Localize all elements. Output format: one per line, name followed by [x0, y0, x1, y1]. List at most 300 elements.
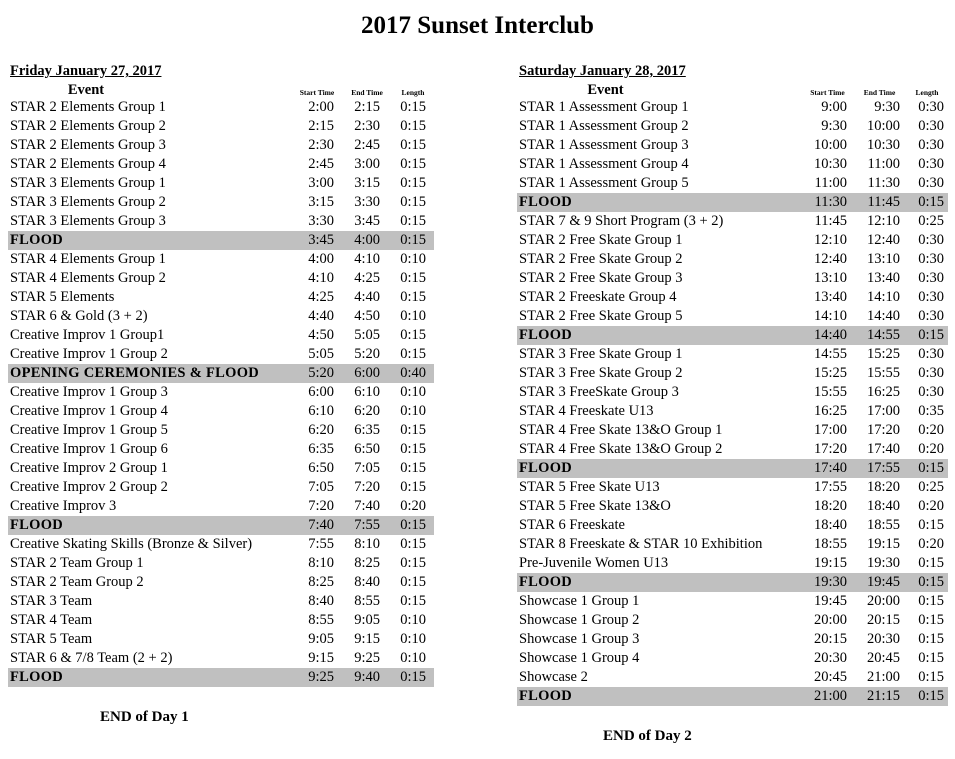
schedule-row [517, 288, 948, 307]
length-cell: 0:30 [918, 346, 944, 362]
schedule-row [8, 573, 434, 592]
start-time-cell: 9:30 [821, 118, 847, 134]
end-time-cell: 8:55 [354, 593, 380, 609]
length-cell: 0:40 [400, 365, 426, 381]
length-cell: 0:15 [400, 232, 426, 248]
event-cell: STAR 8 Freeskate & STAR 10 Exhibition [519, 536, 763, 552]
start-time-cell: 11:00 [814, 175, 847, 191]
event-cell: FLOOD [519, 574, 573, 590]
schedule-row [8, 174, 434, 193]
end-time-cell: 3:45 [354, 213, 380, 229]
end-time-cell: 21:00 [866, 669, 900, 685]
start-time-cell: 14:10 [813, 308, 847, 324]
end-time-column-header: End Time [863, 88, 896, 97]
schedule-row [517, 136, 948, 155]
length-cell: 0:15 [400, 118, 426, 134]
start-time-column-header: Start Time [299, 88, 335, 97]
schedule-row [517, 250, 948, 269]
start-time-cell: 17:55 [813, 479, 847, 495]
length-cell: 0:15 [400, 156, 426, 172]
event-cell: FLOOD [10, 517, 64, 533]
end-time-cell: 13:10 [866, 251, 900, 267]
schedule-row [8, 307, 434, 326]
event-cell: Showcase 1 Group 1 [519, 593, 640, 609]
event-cell: STAR 4 Free Skate 13&O Group 2 [519, 441, 723, 457]
start-time-cell: 3:30 [308, 213, 334, 229]
end-time-cell: 19:30 [866, 555, 900, 571]
flood-row [517, 326, 948, 345]
day1-end-label: END of Day 1 [100, 709, 189, 725]
flood-row [517, 687, 948, 706]
event-cell: Pre-Juvenile Women U13 [519, 555, 669, 571]
day1-column-headers [8, 80, 434, 98]
event-cell: FLOOD [519, 460, 573, 476]
end-time-cell: 12:40 [866, 232, 900, 248]
end-time-cell: 11:45 [867, 194, 900, 210]
start-time-cell: 14:40 [813, 327, 847, 343]
schedule-row [517, 174, 948, 193]
schedule-row [8, 478, 434, 497]
length-cell: 0:10 [400, 650, 426, 666]
day1-schedule [8, 63, 434, 687]
event-cell: FLOOD [519, 688, 573, 704]
event-cell: FLOOD [519, 327, 573, 343]
schedule-row [8, 459, 434, 478]
schedule-row [517, 98, 948, 117]
end-time-cell: 8:10 [354, 536, 380, 552]
event-cell: Creative Improv 2 Group 2 [10, 479, 168, 495]
schedule-row [517, 497, 948, 516]
start-time-cell: 7:05 [308, 479, 334, 495]
event-column-header: Event [67, 82, 105, 98]
length-cell: 0:15 [918, 593, 944, 609]
length-cell: 0:10 [400, 612, 426, 628]
length-cell: 0:30 [918, 365, 944, 381]
schedule-row [8, 288, 434, 307]
event-cell: Creative Improv 1 Group 6 [10, 441, 168, 457]
length-cell: 0:15 [400, 536, 426, 552]
length-column-header: Length [915, 88, 939, 97]
event-cell: STAR 2 Elements Group 3 [10, 137, 166, 153]
schedule-row [8, 345, 434, 364]
length-cell: 0:10 [400, 308, 426, 324]
event-cell: Showcase 1 Group 3 [519, 631, 640, 647]
length-column-header: Length [401, 88, 425, 97]
schedule-row [8, 402, 434, 421]
event-cell: STAR 2 Elements Group 1 [10, 99, 166, 115]
end-time-cell: 3:15 [354, 175, 380, 191]
end-time-cell: 14:55 [866, 327, 900, 343]
length-cell: 0:25 [918, 479, 944, 495]
end-time-cell: 2:15 [354, 99, 380, 115]
length-cell: 0:30 [918, 156, 944, 172]
end-time-cell: 5:20 [354, 346, 380, 362]
end-time-cell: 9:40 [354, 669, 380, 685]
event-cell: STAR 3 Elements Group 1 [10, 175, 166, 191]
end-time-cell: 12:10 [866, 213, 900, 229]
length-cell: 0:15 [400, 213, 426, 229]
event-cell: STAR 3 Elements Group 3 [10, 213, 166, 229]
start-time-cell: 12:40 [813, 251, 847, 267]
length-cell: 0:15 [918, 650, 944, 666]
event-cell: STAR 5 Free Skate U13 [519, 479, 660, 495]
end-time-cell: 2:30 [354, 118, 380, 134]
start-time-cell: 9:00 [821, 99, 847, 115]
end-time-cell: 4:40 [354, 289, 380, 305]
schedule-row [8, 326, 434, 345]
event-cell: Creative Improv 1 Group 3 [10, 384, 168, 400]
event-cell: STAR 2 Free Skate Group 1 [519, 232, 683, 248]
day2-end-label: END of Day 2 [603, 728, 692, 744]
start-time-cell: 15:55 [813, 384, 847, 400]
start-time-cell: 9:25 [308, 669, 334, 685]
schedule-row [517, 231, 948, 250]
event-cell: Creative Improv 1 Group 5 [10, 422, 168, 438]
start-time-cell: 6:10 [308, 403, 334, 419]
schedule-row [8, 554, 434, 573]
schedule-row [517, 649, 948, 668]
end-time-cell: 6:50 [354, 441, 380, 457]
start-time-cell: 2:45 [308, 156, 334, 172]
schedule-row [517, 535, 948, 554]
start-time-cell: 2:30 [308, 137, 334, 153]
end-time-cell: 15:25 [866, 346, 900, 362]
schedule-row [517, 592, 948, 611]
length-cell: 0:15 [918, 688, 944, 704]
day2-column-headers [517, 80, 948, 98]
start-time-cell: 2:15 [308, 118, 334, 134]
length-cell: 0:30 [918, 308, 944, 324]
schedule-row [517, 383, 948, 402]
start-time-cell: 4:00 [308, 251, 334, 267]
schedule-row [517, 155, 948, 174]
length-cell: 0:30 [918, 251, 944, 267]
flood-row [517, 193, 948, 212]
event-cell: FLOOD [10, 232, 64, 248]
length-cell: 0:10 [400, 631, 426, 647]
length-cell: 0:15 [400, 479, 426, 495]
end-time-cell: 11:30 [867, 175, 900, 191]
end-time-cell: 19:45 [866, 574, 900, 590]
length-cell: 0:30 [918, 118, 944, 134]
start-time-cell: 20:30 [813, 650, 847, 666]
start-time-cell: 9:15 [308, 650, 334, 666]
event-cell: Creative Improv 1 Group1 [10, 327, 165, 343]
event-cell: Showcase 1 Group 4 [519, 650, 640, 666]
start-time-cell: 7:40 [308, 517, 334, 533]
event-cell: STAR 2 Elements Group 4 [10, 156, 166, 172]
start-time-cell: 15:25 [813, 365, 847, 381]
schedule-row [8, 383, 434, 402]
event-cell: STAR 7 & 9 Short Program (3 + 2) [519, 213, 724, 229]
event-cell: STAR 2 Free Skate Group 2 [519, 251, 683, 267]
length-cell: 0:15 [400, 460, 426, 476]
length-cell: 0:15 [918, 631, 944, 647]
end-time-cell: 13:40 [866, 270, 900, 286]
start-time-cell: 7:20 [308, 498, 334, 514]
schedule-row [517, 478, 948, 497]
start-time-cell: 6:35 [308, 441, 334, 457]
length-cell: 0:30 [918, 99, 944, 115]
event-cell: STAR 3 Elements Group 2 [10, 194, 166, 210]
end-time-cell: 14:10 [866, 289, 900, 305]
event-cell: STAR 4 Elements Group 1 [10, 251, 166, 267]
start-time-cell: 10:00 [813, 137, 847, 153]
schedule-row [8, 117, 434, 136]
end-time-cell: 18:20 [866, 479, 900, 495]
start-time-cell: 3:45 [308, 232, 334, 248]
end-time-cell: 8:40 [354, 574, 380, 590]
end-time-cell: 17:55 [866, 460, 900, 476]
schedule-row [8, 421, 434, 440]
start-time-cell: 16:25 [813, 403, 847, 419]
event-cell: Creative Improv 1 Group 4 [10, 403, 168, 419]
end-time-cell: 7:40 [354, 498, 380, 514]
event-cell: STAR 1 Assessment Group 1 [519, 99, 689, 115]
start-time-cell: 20:00 [813, 612, 847, 628]
end-time-cell: 8:25 [354, 555, 380, 571]
start-time-cell: 20:45 [813, 669, 847, 685]
schedule-row [8, 440, 434, 459]
end-time-cell: 4:00 [354, 232, 380, 248]
start-time-cell: 20:15 [813, 631, 847, 647]
end-time-cell: 9:05 [354, 612, 380, 628]
schedule-row [8, 250, 434, 269]
schedule-row [517, 269, 948, 288]
end-time-cell: 7:20 [354, 479, 380, 495]
end-time-cell: 2:45 [354, 137, 380, 153]
event-cell: STAR 5 Team [10, 631, 93, 647]
length-cell: 0:15 [918, 460, 944, 476]
start-time-cell: 13:10 [813, 270, 847, 286]
length-cell: 0:30 [918, 289, 944, 305]
day1-rows [8, 98, 434, 687]
flood-row [517, 459, 948, 478]
start-time-cell: 5:05 [308, 346, 334, 362]
length-cell: 0:15 [400, 422, 426, 438]
page-title: 2017 Sunset Interclub [361, 12, 594, 39]
end-time-cell: 18:55 [866, 517, 900, 533]
end-time-cell: 9:30 [874, 99, 900, 115]
end-time-cell: 19:15 [866, 536, 900, 552]
end-time-cell: 9:15 [354, 631, 380, 647]
length-cell: 0:20 [918, 536, 944, 552]
end-time-cell: 6:20 [354, 403, 380, 419]
day2-heading: Saturday January 28, 2017 [519, 63, 686, 79]
start-time-cell: 11:30 [814, 194, 847, 210]
event-cell: STAR 6 & 7/8 Team (2 + 2) [10, 650, 173, 666]
length-cell: 0:15 [400, 99, 426, 115]
schedule-row [517, 307, 948, 326]
length-cell: 0:15 [400, 289, 426, 305]
schedule-row [517, 516, 948, 535]
start-time-cell: 18:40 [813, 517, 847, 533]
schedule-row [8, 136, 434, 155]
end-time-cell: 17:40 [866, 441, 900, 457]
flood-row [517, 573, 948, 592]
event-cell: STAR 3 Team [10, 593, 93, 609]
start-time-cell: 11:45 [814, 213, 847, 229]
start-time-cell: 12:10 [813, 232, 847, 248]
schedule-row [8, 592, 434, 611]
length-cell: 0:30 [918, 137, 944, 153]
start-time-cell: 17:20 [813, 441, 847, 457]
start-time-cell: 18:20 [813, 498, 847, 514]
event-cell: STAR 1 Assessment Group 2 [519, 118, 689, 134]
end-time-cell: 15:55 [866, 365, 900, 381]
schedule-row [517, 117, 948, 136]
schedule-row [8, 611, 434, 630]
end-time-cell: 9:25 [354, 650, 380, 666]
event-cell: STAR 2 Team Group 1 [10, 555, 144, 571]
start-time-cell: 6:20 [308, 422, 334, 438]
length-cell: 0:10 [400, 384, 426, 400]
length-cell: 0:15 [400, 346, 426, 362]
start-time-cell: 7:55 [308, 536, 334, 552]
event-cell: Creative Skating Skills (Bronze & Silver) [10, 536, 253, 552]
event-cell: STAR 1 Assessment Group 4 [519, 156, 689, 172]
event-cell: FLOOD [519, 194, 573, 210]
length-cell: 0:15 [918, 517, 944, 533]
flood-row [8, 231, 434, 250]
start-time-cell: 4:40 [308, 308, 334, 324]
end-time-cell: 14:40 [866, 308, 900, 324]
start-time-cell: 4:50 [308, 327, 334, 343]
start-time-cell: 17:00 [813, 422, 847, 438]
end-time-cell: 7:05 [354, 460, 380, 476]
length-cell: 0:10 [400, 403, 426, 419]
event-cell: STAR 2 Free Skate Group 5 [519, 308, 683, 324]
start-time-cell: 3:00 [308, 175, 334, 191]
length-cell: 0:15 [400, 137, 426, 153]
event-cell: STAR 1 Assessment Group 5 [519, 175, 689, 191]
length-cell: 0:15 [400, 327, 426, 343]
schedule-row [8, 269, 434, 288]
end-time-cell: 20:30 [866, 631, 900, 647]
start-time-cell: 19:45 [813, 593, 847, 609]
start-time-cell: 9:05 [308, 631, 334, 647]
event-cell: STAR 3 Free Skate Group 1 [519, 346, 683, 362]
event-cell: STAR 5 Free Skate 13&O [519, 498, 671, 514]
length-cell: 0:30 [918, 270, 944, 286]
length-cell: 0:15 [918, 612, 944, 628]
length-cell: 0:20 [918, 441, 944, 457]
end-time-cell: 3:00 [354, 156, 380, 172]
length-cell: 0:15 [918, 194, 944, 210]
end-time-cell: 4:50 [354, 308, 380, 324]
schedule-row [517, 554, 948, 573]
event-cell: STAR 3 Free Skate Group 2 [519, 365, 683, 381]
start-time-cell: 6:00 [308, 384, 334, 400]
event-cell: STAR 2 Team Group 2 [10, 574, 144, 590]
end-time-cell: 10:30 [866, 137, 900, 153]
end-time-cell: 6:00 [354, 365, 380, 381]
length-cell: 0:30 [918, 175, 944, 191]
schedule-row [8, 535, 434, 554]
length-cell: 0:15 [400, 441, 426, 457]
event-cell: STAR 5 Elements [10, 289, 115, 305]
end-time-cell: 17:20 [866, 422, 900, 438]
end-time-cell: 17:00 [866, 403, 900, 419]
event-column-header: Event [587, 82, 624, 98]
schedule-row [8, 630, 434, 649]
end-time-cell: 4:10 [354, 251, 380, 267]
schedule-row [517, 611, 948, 630]
event-cell: Creative Improv 3 [10, 498, 117, 514]
day1-heading: Friday January 27, 2017 [10, 63, 162, 79]
flood-row [8, 668, 434, 687]
start-time-cell: 5:20 [308, 365, 334, 381]
event-cell: Showcase 2 [519, 669, 588, 685]
length-cell: 0:30 [918, 384, 944, 400]
start-time-cell: 19:15 [813, 555, 847, 571]
end-time-cell: 20:15 [866, 612, 900, 628]
event-cell: STAR 2 Elements Group 2 [10, 118, 166, 134]
schedule-row [517, 402, 948, 421]
event-cell: STAR 4 Freeskate U13 [519, 403, 654, 419]
flood-row [8, 516, 434, 535]
length-cell: 0:15 [918, 574, 944, 590]
length-cell: 0:15 [918, 669, 944, 685]
event-cell: STAR 6 Freeskate [519, 517, 625, 533]
length-cell: 0:15 [400, 270, 426, 286]
flood-row [8, 364, 434, 383]
end-time-cell: 7:55 [354, 517, 380, 533]
event-cell: Showcase 1 Group 2 [519, 612, 640, 628]
start-time-cell: 21:00 [813, 688, 847, 704]
end-time-cell: 6:35 [354, 422, 380, 438]
length-cell: 0:15 [918, 327, 944, 343]
start-time-cell: 8:55 [308, 612, 334, 628]
start-time-cell: 14:55 [813, 346, 847, 362]
schedule-row [8, 155, 434, 174]
schedule-row [517, 440, 948, 459]
event-cell: STAR 2 Free Skate Group 3 [519, 270, 683, 286]
end-time-cell: 20:00 [866, 593, 900, 609]
day2-rows [517, 98, 948, 706]
end-time-cell: 21:15 [866, 688, 900, 704]
schedule-row [8, 649, 434, 668]
end-time-cell: 18:40 [866, 498, 900, 514]
length-cell: 0:35 [918, 403, 944, 419]
event-cell: Creative Improv 1 Group 2 [10, 346, 168, 362]
event-cell: STAR 3 FreeSkate Group 3 [519, 384, 679, 400]
end-time-cell: 3:30 [354, 194, 380, 210]
schedule-row [517, 364, 948, 383]
schedule-row [517, 345, 948, 364]
end-time-cell: 11:00 [867, 156, 900, 172]
event-cell: STAR 2 Freeskate Group 4 [519, 289, 677, 305]
end-time-cell: 6:10 [354, 384, 380, 400]
length-cell: 0:15 [918, 555, 944, 571]
start-time-cell: 4:25 [308, 289, 334, 305]
schedule-row [8, 193, 434, 212]
event-cell: STAR 4 Team [10, 612, 93, 628]
start-time-cell: 17:40 [813, 460, 847, 476]
length-cell: 0:15 [400, 669, 426, 685]
start-time-cell: 8:25 [308, 574, 334, 590]
end-time-cell: 16:25 [866, 384, 900, 400]
start-time-cell: 10:30 [813, 156, 847, 172]
schedule-row [8, 98, 434, 117]
length-cell: 0:20 [400, 498, 426, 514]
start-time-column-header: Start Time [810, 88, 845, 97]
length-cell: 0:10 [400, 251, 426, 267]
schedule-row [8, 212, 434, 231]
length-cell: 0:15 [400, 517, 426, 533]
event-cell: STAR 1 Assessment Group 3 [519, 137, 689, 153]
day2-schedule [517, 63, 948, 706]
